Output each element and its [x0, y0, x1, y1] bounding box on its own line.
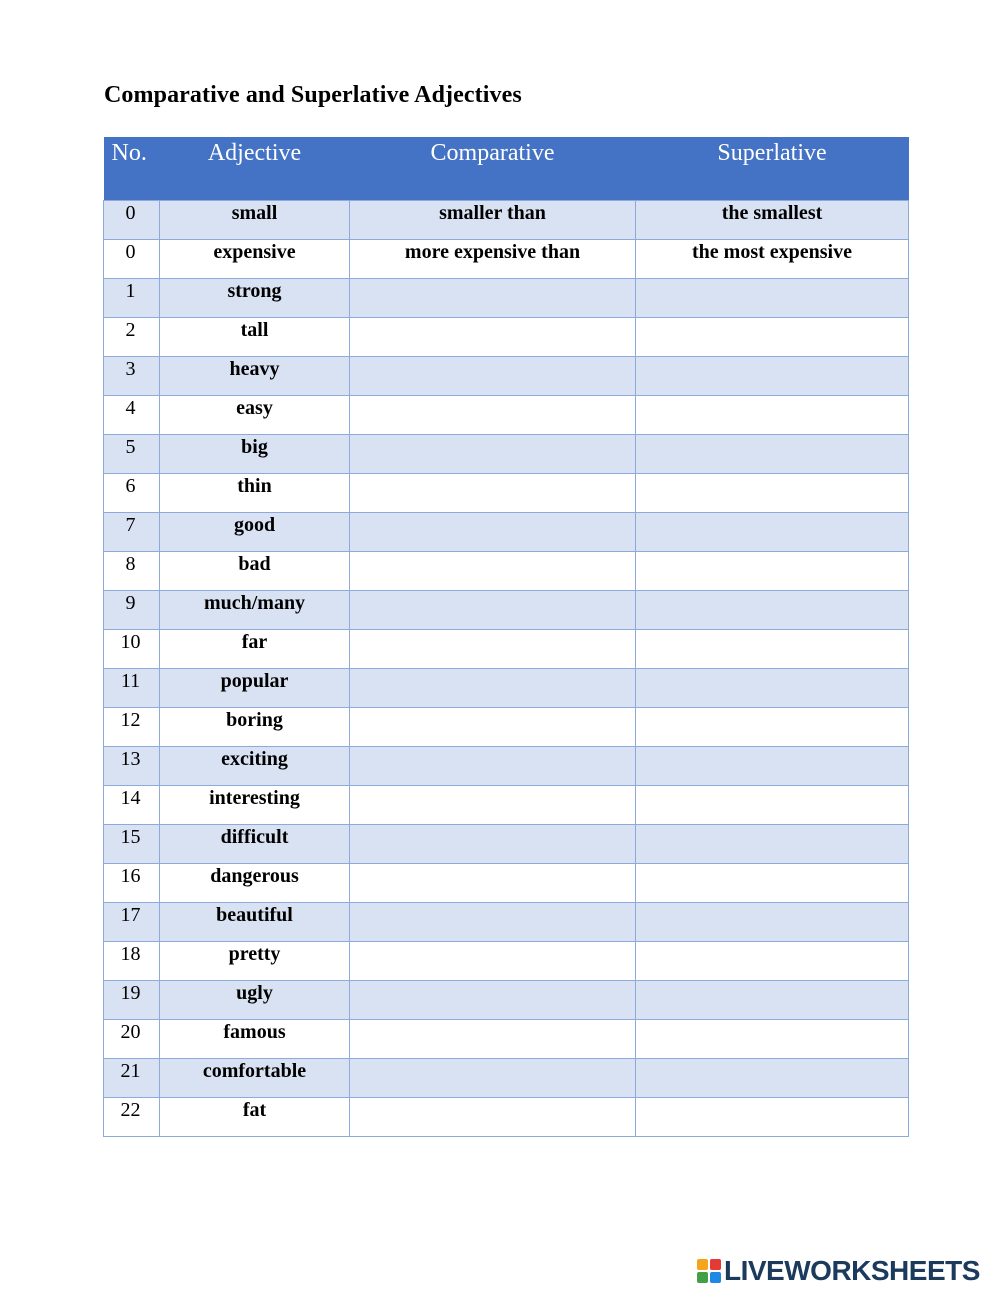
superlative-answer-cell[interactable]: [636, 825, 909, 864]
worksheet-title: Comparative and Superlative Adjectives: [104, 82, 522, 108]
table-row: [104, 396, 909, 435]
row-number: [104, 1059, 160, 1098]
adjective-cell: [160, 825, 350, 864]
adjective-cell-text: dangerous: [210, 864, 299, 887]
comparative-answer-cell[interactable]: [350, 357, 636, 396]
table-row: [104, 747, 909, 786]
table-row: [104, 786, 909, 825]
adjective-cell-text: fat: [242, 1098, 267, 1121]
table-row: [104, 513, 909, 552]
table-row: [104, 708, 909, 747]
comparative-answer-cell[interactable]: [350, 669, 636, 708]
superlative-answer-cell[interactable]: [636, 1098, 909, 1137]
adjective-cell: [160, 357, 350, 396]
adjective-cell: [160, 630, 350, 669]
superlative-answer-cell[interactable]: [636, 669, 909, 708]
comparative-answer-cell[interactable]: [350, 552, 636, 591]
adjective-cell-text: small: [231, 201, 278, 224]
table-row: [104, 474, 909, 513]
row-number: [104, 240, 160, 279]
row-number: [104, 630, 160, 669]
table-row: [104, 825, 909, 864]
comparative-answer-cell[interactable]: [350, 825, 636, 864]
comparative-answer-cell-text: more expensive than: [404, 240, 581, 263]
adjective-cell: [160, 591, 350, 630]
row-number-text: 16: [120, 864, 141, 887]
adjective-cell: [160, 942, 350, 981]
adjective-cell: [160, 747, 350, 786]
table-row: [104, 903, 909, 942]
adjective-cell-text: pretty: [228, 942, 281, 965]
row-number-text: 12: [120, 708, 141, 731]
adjective-cell-text: tall: [240, 318, 269, 341]
adjective-cell: [160, 552, 350, 591]
comparative-answer-cell-text: smaller than: [439, 201, 546, 224]
row-number: [104, 591, 160, 630]
table-row: [104, 240, 909, 279]
row-number: [104, 318, 160, 357]
table-body: [104, 201, 909, 1137]
adjective-cell: [160, 1059, 350, 1098]
row-number: [104, 669, 160, 708]
row-number: [104, 1098, 160, 1137]
comparative-answer-cell[interactable]: [350, 1059, 636, 1098]
superlative-answer-cell[interactable]: [636, 864, 909, 903]
comparative-answer-cell[interactable]: [350, 435, 636, 474]
adjective-cell: [160, 669, 350, 708]
adjective-cell: [160, 903, 350, 942]
superlative-answer-cell[interactable]: [636, 240, 909, 279]
superlative-answer-cell[interactable]: [636, 1059, 909, 1098]
row-number-text: 0: [125, 201, 136, 224]
row-number-text: 15: [120, 825, 141, 848]
row-number: [104, 474, 160, 513]
logo-mark-square: [710, 1259, 721, 1270]
superlative-answer-cell[interactable]: [636, 903, 909, 942]
table-row: [104, 669, 909, 708]
row-number: [104, 942, 160, 981]
superlative-answer-cell[interactable]: [636, 279, 909, 318]
adjective-cell: [160, 240, 350, 279]
superlative-answer-cell[interactable]: [636, 708, 909, 747]
adjectives-table: [103, 137, 909, 1137]
comparative-answer-cell[interactable]: [350, 513, 636, 552]
row-number-text: 0: [125, 240, 136, 263]
adjective-cell-text: famous: [223, 1020, 286, 1043]
adjective-cell: [160, 864, 350, 903]
adjective-cell: [160, 201, 350, 240]
adjective-cell-text: expensive: [213, 240, 296, 263]
logo-mark-icon: [697, 1259, 721, 1283]
row-number-text: 8: [125, 552, 136, 575]
header-no: No.: [104, 137, 160, 201]
row-number-text: 2: [125, 318, 136, 341]
liveworksheets-logo: [697, 1255, 980, 1286]
row-number: [104, 552, 160, 591]
row-number-text: 19: [120, 981, 141, 1004]
row-number-text: 3: [125, 357, 136, 380]
comparative-answer-cell[interactable]: [350, 318, 636, 357]
row-number-text: 11: [120, 669, 141, 692]
row-number-text: 18: [120, 942, 141, 965]
row-number-text: 1: [125, 279, 136, 302]
row-number-text: 4: [125, 396, 136, 419]
logo-mark-square: [697, 1259, 708, 1270]
comparative-answer-cell[interactable]: [350, 1020, 636, 1059]
adjective-cell-text: good: [233, 513, 276, 536]
superlative-answer-cell[interactable]: [636, 786, 909, 825]
row-number: [104, 357, 160, 396]
adjective-cell-text: comfortable: [202, 1059, 307, 1082]
adjective-cell-text: much/many: [203, 591, 306, 614]
adjective-cell-text: thin: [237, 474, 272, 497]
header-superlative: Superlative: [636, 137, 909, 201]
row-number: [104, 981, 160, 1020]
logo-text: LIVEWORKSHEETS: [724, 1255, 980, 1286]
comparative-answer-cell[interactable]: [350, 942, 636, 981]
comparative-answer-cell[interactable]: [350, 708, 636, 747]
comparative-answer-cell[interactable]: [350, 279, 636, 318]
comparative-answer-cell[interactable]: [350, 240, 636, 279]
superlative-answer-cell[interactable]: [636, 513, 909, 552]
adjective-cell-text: easy: [236, 396, 273, 419]
superlative-answer-cell-text: the most expensive: [692, 240, 852, 263]
row-number-text: 9: [125, 591, 136, 614]
adjective-cell: [160, 786, 350, 825]
comparative-answer-cell[interactable]: [350, 201, 636, 240]
superlative-answer-cell-text: the smallest: [721, 201, 823, 224]
table-row: [104, 981, 909, 1020]
table-row: [104, 1059, 909, 1098]
row-number-text: 7: [125, 513, 136, 536]
row-number-text: 14: [120, 786, 141, 809]
row-number-text: 6: [125, 474, 136, 497]
table-row: [104, 591, 909, 630]
adjective-cell: [160, 1020, 350, 1059]
row-number: [104, 396, 160, 435]
adjective-cell: [160, 981, 350, 1020]
row-number: [104, 435, 160, 474]
row-number-text: 17: [120, 903, 141, 926]
row-number: [104, 708, 160, 747]
adjective-cell-text: bad: [238, 552, 271, 575]
adjective-cell-text: far: [241, 630, 268, 653]
adjective-cell-text: ugly: [236, 981, 273, 1004]
comparative-answer-cell[interactable]: [350, 396, 636, 435]
superlative-answer-cell[interactable]: [636, 396, 909, 435]
superlative-answer-cell[interactable]: [636, 318, 909, 357]
adjective-cell-text: strong: [227, 279, 282, 302]
adjective-cell-text: boring: [226, 708, 283, 731]
row-number: [104, 513, 160, 552]
row-number-text: 13: [120, 747, 141, 770]
table-row: [104, 864, 909, 903]
superlative-answer-cell[interactable]: [636, 357, 909, 396]
table-row: [104, 1020, 909, 1059]
row-number: [104, 747, 160, 786]
adjective-cell: [160, 435, 350, 474]
comparative-answer-cell[interactable]: [350, 630, 636, 669]
adjective-cell: [160, 318, 350, 357]
superlative-answer-cell[interactable]: [636, 1020, 909, 1059]
row-number-text: 20: [120, 1020, 141, 1043]
adjective-cell-text: difficult: [220, 825, 289, 848]
table-row: [104, 552, 909, 591]
comparative-answer-cell[interactable]: [350, 591, 636, 630]
header-adjective: Adjective: [160, 137, 350, 201]
adjective-cell: [160, 279, 350, 318]
logo-mark-square: [697, 1272, 708, 1283]
superlative-answer-cell[interactable]: [636, 747, 909, 786]
adjective-cell-text: interesting: [209, 786, 300, 809]
row-number: [104, 201, 160, 240]
superlative-answer-cell[interactable]: [636, 981, 909, 1020]
table-row: [104, 318, 909, 357]
table-header-row: [104, 137, 909, 201]
logo-mark-square: [710, 1272, 721, 1283]
comparative-answer-cell[interactable]: [350, 474, 636, 513]
superlative-answer-cell[interactable]: [636, 942, 909, 981]
adjective-cell-text: popular: [220, 669, 289, 692]
adjective-cell-text: heavy: [229, 357, 280, 380]
comparative-answer-cell[interactable]: [350, 981, 636, 1020]
table-row: [104, 201, 909, 240]
table-row: [104, 630, 909, 669]
superlative-answer-cell[interactable]: [636, 630, 909, 669]
row-number-text: 10: [120, 630, 141, 653]
superlative-answer-cell[interactable]: [636, 435, 909, 474]
adjective-cell: [160, 1098, 350, 1137]
adjective-cell: [160, 513, 350, 552]
adjective-cell-text: exciting: [221, 747, 288, 770]
table-row: [104, 942, 909, 981]
row-number: [104, 279, 160, 318]
header-comparative: Comparative: [350, 137, 636, 201]
comparative-answer-cell[interactable]: [350, 903, 636, 942]
superlative-answer-cell[interactable]: [636, 552, 909, 591]
comparative-answer-cell[interactable]: [350, 747, 636, 786]
adjective-cell: [160, 396, 350, 435]
row-number-text: 22: [120, 1098, 141, 1121]
table-row: [104, 357, 909, 396]
comparative-answer-cell[interactable]: [350, 786, 636, 825]
row-number: [104, 825, 160, 864]
row-number: [104, 786, 160, 825]
row-number: [104, 903, 160, 942]
comparative-answer-cell[interactable]: [350, 864, 636, 903]
table-row: [104, 435, 909, 474]
superlative-answer-cell[interactable]: [636, 474, 909, 513]
superlative-answer-cell[interactable]: [636, 591, 909, 630]
superlative-answer-cell[interactable]: [636, 201, 909, 240]
adjective-cell-text: big: [241, 435, 268, 458]
table-row: [104, 279, 909, 318]
row-number-text: 21: [120, 1059, 141, 1082]
adjective-cell-text: beautiful: [216, 903, 293, 926]
table-row: [104, 1098, 909, 1137]
row-number-text: 5: [125, 435, 136, 458]
adjective-cell: [160, 708, 350, 747]
comparative-answer-cell[interactable]: [350, 1098, 636, 1137]
row-number: [104, 864, 160, 903]
row-number: [104, 1020, 160, 1059]
adjective-cell: [160, 474, 350, 513]
